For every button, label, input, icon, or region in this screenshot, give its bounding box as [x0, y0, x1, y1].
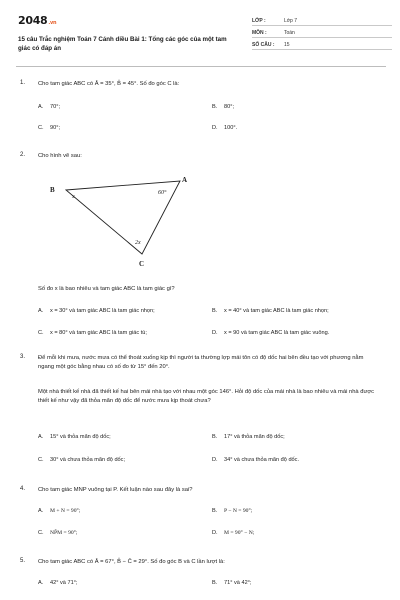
- option-d[interactable]: [212, 530, 254, 536]
- header-divider: [16, 66, 386, 67]
- option-c[interactable]: [38, 125, 60, 131]
- option-a[interactable]: [38, 104, 60, 110]
- meta-label: MÔN :: [252, 29, 267, 36]
- vertex-c-label: C: [139, 260, 145, 268]
- document-header: [16, 10, 386, 58]
- option-b[interactable]: [212, 508, 252, 514]
- option-letter: D.: [212, 330, 218, 336]
- option-d[interactable]: [212, 457, 299, 463]
- option-c[interactable]: [38, 457, 125, 463]
- question-5: [20, 558, 380, 598]
- meta-value: 15: [284, 41, 290, 48]
- logo-suffix: .vn: [48, 20, 57, 26]
- document-title: 15 câu Trắc nghiệm Toán 7 Cánh diều Bài 1: Tổng các góc của một tam giác có đáp án: [18, 36, 227, 52]
- option-text: M = 90° − N;: [224, 530, 255, 536]
- option-text: 70°;: [50, 104, 61, 110]
- question-number: 1.: [20, 80, 26, 86]
- angle-b-label: x: [72, 194, 75, 200]
- option-letter: A.: [38, 508, 44, 514]
- option-text: 42° và 71°;: [50, 580, 78, 586]
- option-c[interactable]: [38, 530, 77, 536]
- question-2: [20, 152, 380, 342]
- meta-row-subject: [252, 26, 392, 38]
- option-text: 80°;: [224, 104, 235, 110]
- triangle-figure: [48, 174, 208, 274]
- question-number: 5.: [20, 558, 26, 564]
- question-text: Cho hình vẽ sau:: [38, 153, 82, 159]
- option-a[interactable]: [38, 308, 155, 314]
- question-number: 3.: [20, 354, 26, 360]
- angle-a-label: 60°: [158, 190, 167, 196]
- option-b[interactable]: [212, 434, 285, 440]
- option-letter: B.: [212, 508, 218, 514]
- question-text: Cho tam giác ABC có Â = 35°, B̂ = 45°. Số đo góc C là:: [38, 81, 180, 87]
- meta-table: [252, 14, 392, 50]
- option-letter: A.: [38, 308, 44, 314]
- option-a[interactable]: [38, 434, 111, 440]
- option-text: 30° và chưa thỏa mãn độ dốc;: [50, 457, 126, 463]
- option-text: M + N = 90°;: [50, 508, 81, 514]
- option-letter: C.: [38, 330, 44, 336]
- option-letter: B.: [212, 104, 218, 110]
- option-b[interactable]: [212, 580, 252, 586]
- option-d[interactable]: [212, 125, 237, 131]
- meta-row-class: [252, 14, 392, 26]
- option-text: 34° và chưa thỏa mãn độ dốc.: [224, 457, 300, 463]
- question-3: [20, 354, 380, 474]
- option-text: P − N = 90°;: [224, 508, 253, 514]
- question-1: [20, 80, 380, 140]
- option-letter: A.: [38, 104, 44, 110]
- option-b[interactable]: [212, 308, 329, 314]
- option-text: 100°.: [224, 125, 238, 131]
- question-text: Cho tam giác MNP vuông tại P. Kết luận nào sau đây là sai?: [38, 487, 193, 493]
- option-text: x = 30° và tam giác ABC là tam giác nhọn;: [50, 308, 155, 314]
- option-text: x = 80° và tam giác ABC là tam giác tù;: [50, 330, 147, 336]
- question-subtext: Số đo x là bao nhiêu và tam giác ABC là tam giác gì?: [38, 286, 175, 292]
- option-letter: B.: [212, 308, 218, 314]
- option-letter: D.: [212, 125, 218, 131]
- meta-label: SỐ CÂU :: [252, 41, 275, 48]
- question-4: [20, 486, 380, 546]
- logo-main: 2048: [18, 14, 48, 27]
- vertex-a-label: A: [182, 176, 188, 184]
- option-text: 71° và 42°;: [224, 580, 252, 586]
- option-text: x = 90 và tam giác ABC là tam giác vuông.: [224, 330, 330, 336]
- angle-c-label: 2x: [135, 240, 141, 246]
- meta-value: Toán: [284, 29, 295, 36]
- meta-label: LỚP :: [252, 17, 266, 24]
- question-text-2: Một nhà thiết kế nhà đã thiết kế hai bên mái nhà tạo với nhau một góc 146°. Hỏi độ dốc của mái nhà là bao nhiêu và mái nhà được thiết kế như vậy đã thỏa mãn độ dốc để nước mưa kịp thoát chưa?: [38, 389, 375, 404]
- option-a[interactable]: [38, 508, 80, 514]
- vertex-b-label: B: [50, 186, 55, 194]
- option-letter: A.: [38, 580, 44, 586]
- question-text: Cho tam giác ABC có Â = 67°, B̂ − Ĉ = 29°. Số đo góc B và C lần lượt là:: [38, 559, 225, 565]
- option-letter: C.: [38, 125, 44, 131]
- option-text: NP̂M = 90°;: [50, 530, 78, 536]
- question-text: Để mỗi khi mưa, nước mưa có thể thoát xuống kịp thì người ta thường lợp mái tôn có độ dốc hai bên đều tạo với phương nằm ngang một góc bằng nhau có số đo từ 15° đến 20°.: [38, 355, 364, 370]
- option-letter: C.: [38, 457, 44, 463]
- option-c[interactable]: [38, 330, 147, 336]
- option-letter: B.: [212, 434, 218, 440]
- option-text: 90°;: [50, 125, 61, 131]
- option-letter: D.: [212, 530, 218, 536]
- meta-value: Lớp 7: [284, 17, 298, 24]
- meta-row-count: [252, 38, 392, 50]
- question-number: 2.: [20, 152, 26, 158]
- option-b[interactable]: [212, 104, 234, 110]
- option-letter: A.: [38, 434, 44, 440]
- option-text: x = 40° và tam giác ABC là tam giác nhọn;: [224, 308, 329, 314]
- site-logo[interactable]: [18, 14, 56, 27]
- question-number: 4.: [20, 486, 26, 492]
- option-text: 15° và thỏa mãn độ dốc;: [50, 434, 111, 440]
- option-d[interactable]: [212, 330, 329, 336]
- option-a[interactable]: [38, 580, 78, 586]
- option-letter: D.: [212, 457, 218, 463]
- option-letter: B.: [212, 580, 218, 586]
- option-text: 17° và thỏa mãn độ dốc;: [224, 434, 285, 440]
- option-letter: C.: [38, 530, 44, 536]
